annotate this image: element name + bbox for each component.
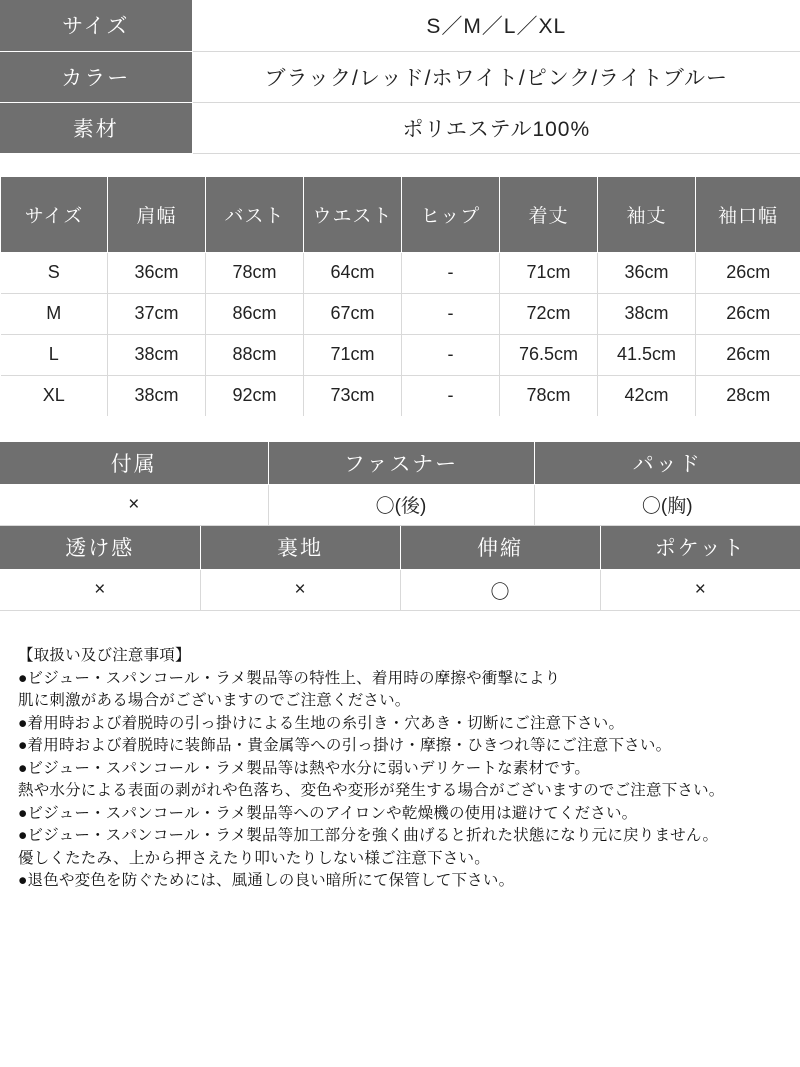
table-row: [1, 293, 800, 334]
col-header-size: サイズ: [1, 176, 108, 252]
col-header-pad: パッド: [534, 442, 800, 484]
attribute-table-fabric: [0, 526, 800, 612]
cell-bust: 78cm: [206, 252, 304, 293]
cell-size: XL: [1, 375, 108, 416]
col-header-lining: 裏地: [200, 526, 400, 570]
col-header-sleeve: 袖丈: [598, 176, 696, 252]
cell-stretch: 〇: [400, 570, 600, 611]
size-measurement-table: [0, 176, 800, 417]
cell-waist: 64cm: [304, 252, 402, 293]
cell-hip: -: [402, 293, 500, 334]
cell-size: S: [1, 252, 108, 293]
col-header-pocket: ポケット: [600, 526, 800, 570]
notes-line: ●退色や変色を防ぐためには、風通しの良い暗所にて保管して下さい。: [18, 872, 515, 889]
cell-sleeve: 42cm: [598, 375, 696, 416]
spec-label-size: サイズ: [0, 0, 192, 51]
table-row: [0, 0, 800, 51]
cell-sleeve: 38cm: [598, 293, 696, 334]
cell-pocket: ×: [600, 570, 800, 611]
spec-value-size: S／M／L／XL: [192, 0, 800, 51]
care-instructions: [0, 645, 800, 893]
notes-line: ●ビジュー・スパンコール・ラメ製品等は熱や水分に弱いデリケートな素材です。: [18, 759, 591, 777]
table-header-row: [0, 526, 800, 570]
notes-line: ●ビジュー・スパンコール・ラメ製品等へのアイロンや乾燥機の使用は避けてください。: [18, 804, 638, 822]
attribute-table-accessories: [0, 442, 800, 526]
cell-hip: -: [402, 252, 500, 293]
cell-lining: ×: [200, 570, 400, 611]
cell-shoulder: 38cm: [108, 375, 206, 416]
cell-sleeve: 41.5cm: [598, 334, 696, 375]
cell-waist: 71cm: [304, 334, 402, 375]
col-header-waist: ウエスト: [304, 176, 402, 252]
col-header-bust: バスト: [206, 176, 304, 252]
table-row: [0, 102, 800, 153]
cell-size: M: [1, 293, 108, 334]
cell-sleeve: 36cm: [598, 252, 696, 293]
cell-cuff: 26cm: [696, 334, 800, 375]
table-header-row: [1, 176, 800, 252]
cell-length: 71cm: [500, 252, 598, 293]
notes-line: 熱や水分による表面の剥がれや色落ち、変色や変形が発生する場合がございますのでご注意下さい。: [18, 782, 725, 799]
table-row: [1, 252, 800, 293]
cell-bust: 86cm: [206, 293, 304, 334]
col-header-stretch: 伸縮: [400, 526, 600, 570]
col-header-shoulder: 肩幅: [108, 176, 206, 252]
cell-hip: -: [402, 375, 500, 416]
col-header-sheerness: 透け感: [0, 526, 200, 570]
notes-line: 優しくたたみ、上から押さえたり叩いたりしない様ご注意下さい。: [18, 849, 490, 867]
notes-line: 肌に刺激がある場合がございますのでご注意ください。: [18, 692, 411, 709]
table-header-row: [0, 442, 800, 484]
spec-label-color: カラー: [0, 51, 192, 102]
notes-line: ●着用時および着脱時の引っ掛けによる生地の糸引き・穴あき・切断にご注意下さい。: [18, 714, 625, 732]
cell-size: L: [1, 334, 108, 375]
cell-shoulder: 38cm: [108, 334, 206, 375]
table-row: [0, 51, 800, 102]
col-header-zipper: ファスナー: [268, 442, 534, 484]
cell-bust: 88cm: [206, 334, 304, 375]
cell-waist: 67cm: [304, 293, 402, 334]
table-row: [1, 334, 800, 375]
col-header-accessory: 付属: [0, 442, 268, 484]
spacer: [0, 154, 800, 176]
cell-cuff: 26cm: [696, 252, 800, 293]
cell-sheerness: ×: [0, 570, 200, 611]
table-row: [0, 570, 800, 611]
table-row: [0, 484, 800, 525]
col-header-hip: ヒップ: [402, 176, 500, 252]
cell-zipper: 〇(後): [268, 484, 534, 525]
col-header-cuff: 袖口幅: [696, 176, 800, 252]
notes-line: ●ビジュー・スパンコール・ラメ製品等の特性上、着用時の摩擦や衝撃により: [18, 669, 561, 687]
notes-line: ●ビジュー・スパンコール・ラメ製品等加工部分を強く曲げると折れた状態になり元に戻りません。: [18, 827, 719, 844]
spacer: [0, 416, 800, 442]
cell-bust: 92cm: [206, 375, 304, 416]
cell-length: 72cm: [500, 293, 598, 334]
cell-cuff: 26cm: [696, 293, 800, 334]
cell-length: 78cm: [500, 375, 598, 416]
spec-value-material: ポリエステル100%: [192, 102, 800, 153]
notes-title: 【取扱い及び注意事項】: [18, 647, 191, 664]
cell-pad: 〇(胸): [534, 484, 800, 525]
cell-shoulder: 37cm: [108, 293, 206, 334]
notes-line: ●着用時および着脱時に装飾品・貴金属等への引っ掛け・摩擦・ひきつれ等にご注意下さい。: [18, 737, 672, 754]
cell-shoulder: 36cm: [108, 252, 206, 293]
cell-length: 76.5cm: [500, 334, 598, 375]
spec-label-material: 素材: [0, 102, 192, 153]
cell-cuff: 28cm: [696, 375, 800, 416]
col-header-length: 着丈: [500, 176, 598, 252]
cell-hip: -: [402, 334, 500, 375]
spec-table: [0, 0, 800, 154]
table-row: [1, 375, 800, 416]
spec-value-color: ブラック/レッド/ホワイト/ピンク/ライトブルー: [192, 51, 800, 102]
cell-waist: 73cm: [304, 375, 402, 416]
cell-accessory: ×: [0, 484, 268, 525]
